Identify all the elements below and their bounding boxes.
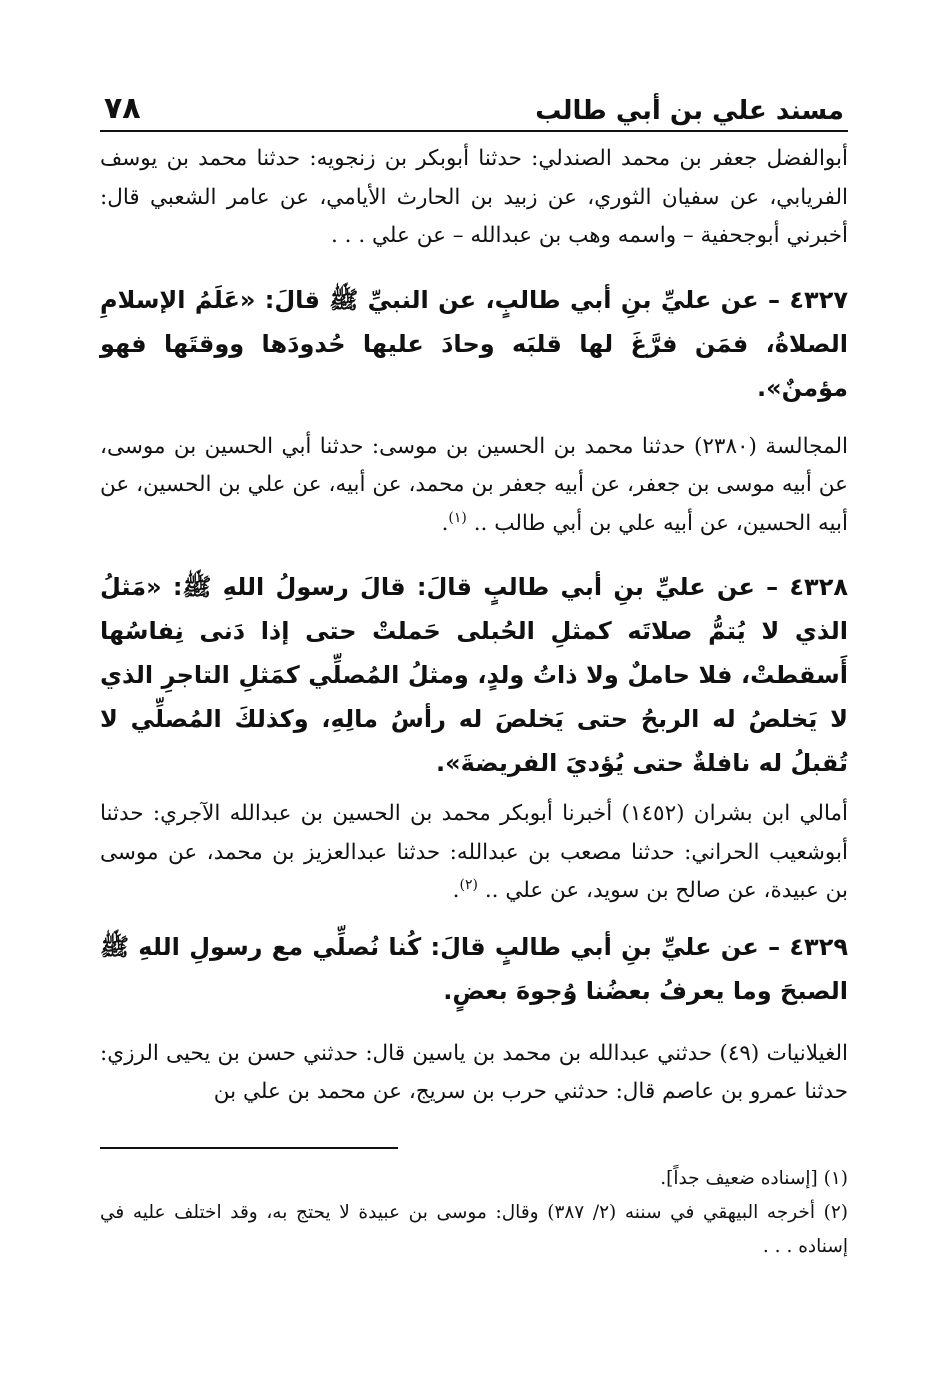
hadith-paragraph: [100, 565, 848, 785]
footnote-ref: (١): [448, 509, 467, 526]
source-paragraph: [100, 1035, 848, 1112]
hadith-text: ٤٣٢٧ – عن عليِّ بنِ أبي طالبٍ، عن النبيِّ ﷺ قالَ: «عَلَمُ الإسلامِ الصلاةُ، فمَن فرَّغَ لها قلبَه وحادَ عليها حُدودَها ووقتَها فهو مؤمنٌ».: [100, 285, 848, 402]
page-body: [100, 140, 848, 1112]
source-text: المجالسة (٢٣٨٠) حدثنا محمد بن الحسين بن موسى: حدثنا أبي الحسين بن موسى، عن أبيه موسى بن جعفر، عن أبيه جعفر بن محمد، عن أبيه، عن علي بن الحسين، عن أبيه الحسين، عن أبيه علي بن أبي طالب ..: [100, 433, 848, 536]
source-paragraph: المجالسة (٢٣٨٠) حدثنا محمد بن الحسين بن موسى: حدثنا أبي الحسين بن موسى، عن أبيه موسى بن جعفر، عن أبيه جعفر بن محمد، عن أبيه، عن علي بن الحسين، عن أبيه الحسين، عن أبيه علي بن أبي طالب .. $^{(١)}$.: [100, 433, 848, 536]
book-page: [100, 80, 848, 1257]
hadith-paragraph: [100, 925, 848, 1013]
hadith-paragraph: [100, 278, 848, 410]
footnote-divider: [100, 1147, 398, 1149]
footnotes: [100, 1162, 848, 1264]
source-paragraph: أمالي ابن بشران (١٤٥٢) أخبرنا أبوبكر محمد بن الحسين بن عبدالله الآجري: حدثنا أبوشعيب الحراني: حدثنا مصعب بن عبدالله: حدثنا عبدالعزيز بن محمد، عن موسى بن عبيدة، عن صالح بن سويد، عن علي .. $^{(٢)}$.: [100, 801, 848, 903]
source-paragraph: [100, 140, 848, 256]
footnote-ref: (٢): [459, 876, 478, 893]
source-text: أبوالفضل جعفر بن محمد الصندلي: حدثنا أبوبكر بن زنجويه: حدثنا محمد بن يوسف الفريابي، عن سفيان الثوري، عن زبيد بن الحارث الأيامي، عن عامر الشعبي قال: أخبرني أبوجحفية – واسمه وهب بن عبدالله – عن علي . . .: [100, 146, 848, 248]
hadith-text: ٤٣٢٩ – عن عليِّ بنِ أبي طالبٍ قالَ: كُنا نُصلِّي مع رسولِ اللهِ ﷺ الصبحَ وما يعرفُ بعضُنا وُجوهَ بعضٍ.: [100, 932, 848, 1005]
source-text: أمالي ابن بشران (١٤٥٢) أخبرنا أبوبكر محمد بن الحسين بن عبدالله الآجري: حدثنا أبوشعيب الحراني: حدثنا مصعب بن عبدالله: حدثنا عبدالعزيز بن محمد، عن موسى بن عبيدة، عن صالح بن سويد، عن علي ..: [100, 801, 848, 903]
page-header: [100, 80, 848, 132]
hadith-text: ٤٣٢٨ – عن عليِّ بنِ أبي طالبٍ قالَ: قالَ رسولُ اللهِ ﷺ: «مَثلُ الذي لا يُتمُّ صلاتَه كمثلِ الحُبلى حَملتْ حتى إذا دَنى نِفاسُها أَسقطتْ، فلا حاملٌ ولا ذاتُ ولدٍ، ومثلُ المُصلِّي كمَثلِ التاجرِ الذي لا يَخلصُ له الربحُ حتى يَخلصَ له رأسُ مالِهِ، وكذلكَ المُصلِّي لا تُقبلُ له نافلةٌ حتى يُؤديَ الفريضةَ».: [100, 573, 848, 777]
page-number: ٧٨: [104, 91, 141, 126]
footnote-1: (١) [إسناده ضعيف جداً].: [660, 1168, 848, 1189]
footnote-2: (٢) أخرجه البيهقي في سننه (٢/ ٣٨٧) وقال: موسى بن عبيدة لا يحتج به، وقد اختلف عليه في إسناده . . .: [100, 1202, 848, 1257]
source-text: الغيلانيات (٤٩) حدثني عبدالله بن محمد بن ياسين قال: حدثني حسن بن يحيى الرزي: حدثنا عمرو بن عاصم قال: حدثني حرب بن سريج، عن محمد بن علي بن: [100, 1040, 848, 1104]
running-title: مسند علي بن أبي طالب: [535, 96, 844, 126]
